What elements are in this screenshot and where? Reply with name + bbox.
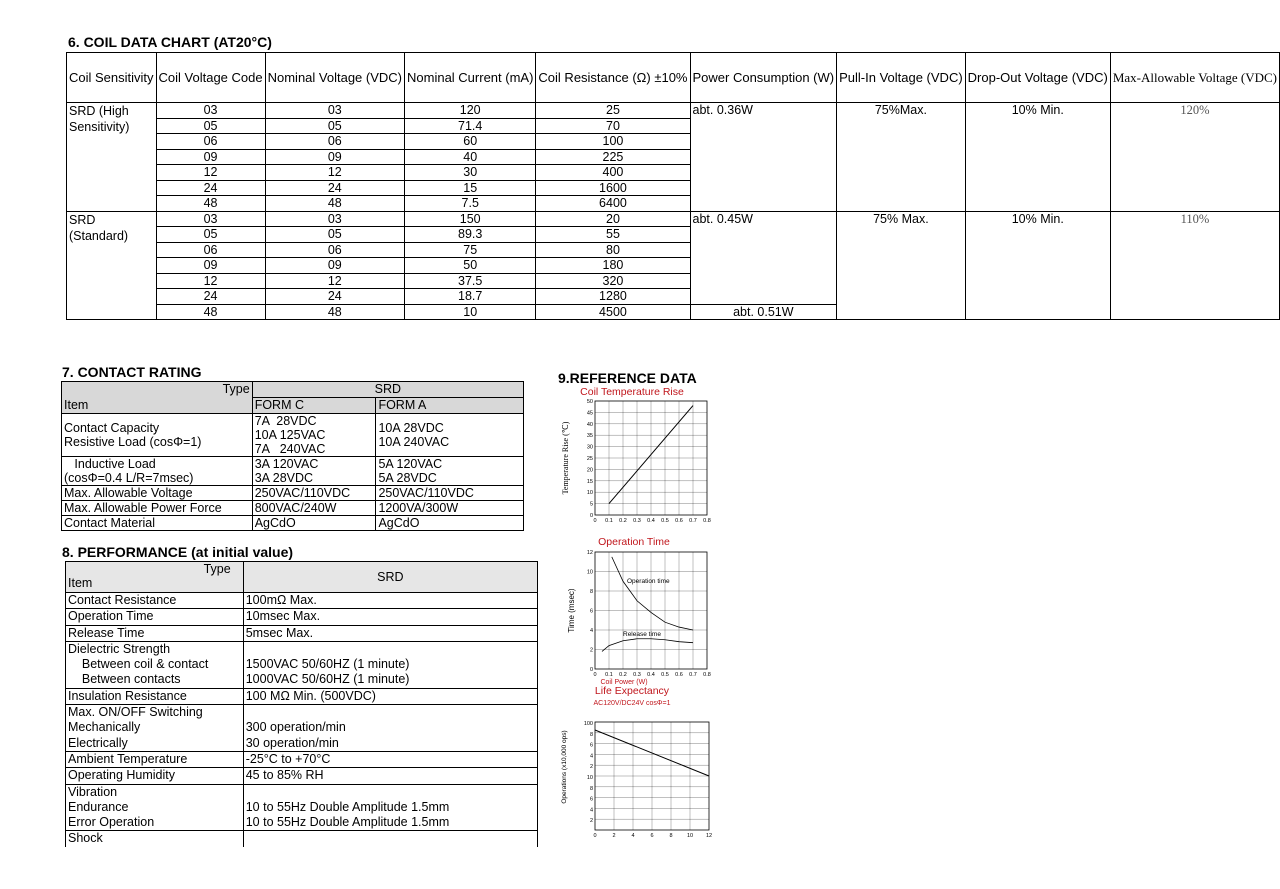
performance-value [243, 831, 537, 847]
performance-item-line: Between contacts [68, 672, 181, 687]
coil-cell: 80 [536, 242, 690, 258]
operation-chart-x-tick-label: 0 [593, 672, 597, 678]
performance-item-line: Vibration [68, 784, 118, 799]
temp-chart-x-tick-label: 0.4 [647, 518, 655, 524]
temp-chart-y-tick-label: 35 [586, 433, 593, 440]
operation-chart-y-tick-label: 4 [589, 628, 593, 634]
contact-item [62, 501, 253, 516]
coil-cell: 6400 [536, 196, 690, 212]
performance-type-item-cell [66, 562, 244, 593]
temp-chart-x-tick-label: 0.7 [689, 518, 697, 524]
life-chart-y-tick-label: 2 [589, 764, 593, 771]
coil-header-pullin [837, 53, 966, 103]
coil-power-consumption: abt. 0.36W [690, 103, 837, 212]
coil-header-resistance [536, 53, 690, 103]
contact-form-a-value-line: 250VAC/110VDC [378, 486, 474, 500]
temp-chart-y-tick-label: 15 [586, 478, 593, 485]
coil-cell: 18.7 [405, 289, 536, 305]
coil-cell: 40 [405, 149, 536, 165]
coil-cell: 50 [405, 258, 536, 274]
coil-header-text: Coil Voltage Code [158, 70, 263, 85]
performance-item-line: Mechanically [68, 720, 141, 735]
coil-dropout: 10% Min. [965, 103, 1110, 212]
operation-chart-x-tick-label: 0.2 [619, 672, 627, 678]
performance-value-line: 5msec Max. [245, 625, 314, 640]
performance-item-line: Max. ON/OFF Switching [68, 705, 203, 720]
performance-item-line: Endurance [68, 799, 129, 814]
contact-srd-header: SRD [252, 382, 523, 398]
contact-form-c-value-line: 3A 120VAC [254, 457, 319, 471]
operation-chart-y-tick-label: 6 [589, 608, 593, 615]
reference-charts [552, 384, 717, 844]
contact-form-c-value-line: 800VAC/240W [254, 501, 337, 515]
operation-chart-y-tick-label: 10 [586, 569, 593, 576]
operation-chart-x-label: Coil Power (W) [600, 679, 648, 686]
contact-form-a-value [376, 486, 524, 501]
coil-cell: 05 [156, 227, 265, 243]
performance-item [66, 688, 244, 704]
performance-item [66, 831, 244, 847]
temp-chart-y-tick-label: 20 [586, 467, 593, 474]
contact-item-line: Max. Allowable Voltage [64, 486, 193, 500]
operation-chart-x-tick-label: 0.8 [703, 672, 711, 678]
performance-row [66, 593, 538, 609]
coil-cell: 12 [265, 273, 404, 289]
coil-cell: 89.3 [405, 227, 536, 243]
performance-item-line: Operating Humidity [68, 768, 175, 783]
performance-item [66, 593, 244, 609]
reference-data-title: 9.REFERENCE DATA [558, 370, 697, 386]
life-chart-x-tick-label: 12 [705, 833, 713, 839]
coil-header-text: Power Consumption (W) [692, 70, 835, 85]
performance-item-line: Operation Time [68, 609, 154, 624]
coil-pullin: 75% Max. [837, 211, 966, 320]
contact-form-a-value-line: 5A 28VDC [378, 471, 437, 485]
contact-form-c-value [252, 414, 376, 457]
coil-cell: 06 [265, 242, 404, 258]
coil-cell: 225 [536, 149, 690, 165]
performance-value [243, 705, 537, 752]
coil-chart-title: 6. COIL DATA CHART (AT20°C) [68, 34, 272, 50]
coil-cell: 06 [265, 134, 404, 150]
operation-chart-y-tick-label: 8 [589, 589, 593, 595]
operation-time-curve [612, 557, 693, 630]
performance-item [66, 784, 244, 831]
operation-chart-x-tick-label: 0.5 [661, 672, 669, 678]
temp-chart-y-tick-label: 50 [586, 399, 593, 405]
performance-item-line: Error Operation [68, 815, 155, 830]
coil-max-voltage: 110% [1110, 211, 1279, 320]
coil-cell: 37.5 [405, 273, 536, 289]
performance-title: 8. PERFORMANCE (at initial value) [62, 544, 294, 560]
contact-row [62, 414, 524, 457]
life-chart-x-tick-label: 2 [612, 833, 616, 839]
life-chart-subtitle: AC120V/DC24V cosΦ=1 [593, 700, 671, 707]
coil-cell: 20 [536, 211, 690, 227]
coil-max-voltage: 120% [1110, 103, 1279, 212]
performance-item-line: Contact Resistance [68, 593, 177, 607]
operation-chart-y-label: Time (msec) [567, 588, 576, 633]
operation-chart-y-tick-label: 12 [586, 550, 593, 556]
coil-cell: 25 [536, 103, 690, 119]
coil-power-consumption: abt. 0.45W [690, 211, 837, 304]
life-chart-y-tick-label: 6 [589, 742, 593, 749]
performance-value-line: 45 to 85% RH [245, 768, 324, 783]
performance-table [65, 561, 538, 847]
coil-cell: 09 [156, 258, 265, 274]
performance-item-label: Item [68, 576, 93, 590]
contact-form-c-value [252, 486, 376, 501]
performance-row [66, 751, 538, 767]
temp-chart-y-tick-label: 40 [586, 421, 593, 428]
life-chart-y-tick-label: 2 [589, 818, 593, 825]
release-curve-label: Release time [623, 631, 661, 638]
coil-cell: 24 [156, 180, 265, 196]
temp-chart-x-tick-label: 0.6 [675, 518, 683, 524]
coil-header-dropout [965, 53, 1110, 103]
coil-cell: 60 [405, 134, 536, 150]
coil-cell: 05 [265, 118, 404, 134]
performance-value [243, 784, 537, 831]
life-chart-y-tick-label: 100 [583, 721, 593, 727]
contact-row [62, 516, 524, 531]
performance-type-label: Type [203, 562, 231, 576]
contact-form-c-value-line: 7A 28VDC [254, 414, 317, 428]
life-chart-x-tick-label: 4 [631, 833, 635, 839]
coil-cell: 180 [536, 258, 690, 274]
performance-value [243, 768, 537, 784]
contact-item-line: Inductive Load [64, 457, 156, 471]
coil-cell: 09 [156, 149, 265, 165]
performance-row [66, 831, 538, 847]
coil-sensitivity-label: SRD (Standard) [67, 211, 157, 320]
contact-form-c-value-line: 3A 28VDC [254, 471, 314, 485]
life-chart-y-tick-label: 4 [589, 753, 593, 760]
performance-value-line: 10 to 55Hz Double Amplitude 1.5mm [245, 815, 450, 830]
contact-form-c-value-line: 7A 240VAC [254, 442, 326, 456]
contact-item [62, 414, 253, 457]
operation-curve-label: Operation time [627, 578, 670, 585]
coil-cell: 320 [536, 273, 690, 289]
contact-item-line: (cosΦ=0.4 L/R=7msec) [64, 471, 194, 485]
performance-value-line [246, 785, 535, 800]
life-chart-x-tick-label: 10 [686, 833, 694, 839]
performance-value-line [246, 642, 535, 657]
performance-value-line: 1500VAC 50/60HZ (1 minute) [245, 657, 410, 672]
coil-cell: 150 [405, 211, 536, 227]
coil-row [67, 211, 1280, 227]
performance-value-line: 10 to 55Hz Double Amplitude 1.5mm [245, 799, 450, 814]
coil-power-consumption-48: abt. 0.51W [690, 304, 837, 320]
coil-cell: 03 [156, 211, 265, 227]
performance-row [66, 609, 538, 625]
coil-cell: 05 [156, 118, 265, 134]
performance-item [66, 705, 244, 752]
contact-form-a-value-line: 10A 28VDC [378, 421, 444, 435]
performance-value-line: 300 operation/min [245, 720, 346, 735]
coil-header-text: Pull-In Voltage (VDC) [839, 70, 963, 85]
contact-form-c-value [252, 457, 376, 486]
operation-chart-y-tick-label: 0 [589, 667, 593, 673]
performance-value [243, 641, 537, 688]
coil-cell: 48 [156, 196, 265, 212]
contact-form-a-value [376, 414, 524, 457]
coil-header-sensitivity [67, 53, 157, 103]
coil-header-nominal-voltage [265, 53, 404, 103]
coil-header-text: Drop-Out Voltage (VDC) [967, 70, 1108, 85]
performance-item [66, 751, 244, 767]
coil-cell: 03 [265, 103, 404, 119]
temp-chart-y-tick-label: 10 [586, 490, 593, 497]
contact-form-c-value [252, 501, 376, 516]
coil-cell: 12 [156, 273, 265, 289]
coil-cell: 09 [265, 149, 404, 165]
coil-cell: 09 [265, 258, 404, 274]
coil-cell: 1280 [536, 289, 690, 305]
performance-value-line [246, 705, 535, 720]
operation-chart-title: Operation Time [598, 536, 670, 548]
temp-chart-x-tick-label: 0.3 [633, 518, 641, 524]
contact-form-a-value-line: AgCdO [378, 516, 420, 530]
coil-cell: 400 [536, 165, 690, 181]
performance-value [243, 593, 537, 609]
performance-item-line: Release Time [68, 625, 145, 640]
contact-item-line: Resistive Load (cosΦ=1) [64, 435, 202, 449]
coil-cell: 06 [156, 134, 265, 150]
operation-chart-x-tick-label: 0.1 [605, 672, 613, 678]
coil-cell: 24 [265, 289, 404, 305]
temp-chart-x-tick-label: 0.1 [605, 518, 613, 524]
coil-cell: 1600 [536, 180, 690, 196]
coil-sensitivity-label: SRD (High Sensitivity) [67, 103, 157, 212]
contact-form-c: FORM C [252, 398, 376, 414]
performance-value-line: 100mΩ Max. [245, 593, 317, 607]
contact-form-a-value-line: 10A 240VAC [378, 435, 450, 449]
contact-form-c-value [252, 516, 376, 531]
life-chart-y-tick-label: 8 [589, 785, 593, 792]
performance-item-line: Ambient Temperature [68, 751, 188, 766]
contact-item-line: Contact Capacity [64, 421, 160, 435]
performance-value [243, 625, 537, 641]
contact-row [62, 501, 524, 516]
performance-value-line: 30 operation/min [245, 735, 339, 750]
coil-cell: 15 [405, 180, 536, 196]
temp-chart-x-tick-label: 0.8 [703, 518, 711, 524]
coil-dropout: 10% Min. [965, 211, 1110, 320]
temp-chart-x-tick-label: 0.5 [661, 518, 669, 524]
coil-cell: 7.5 [405, 196, 536, 212]
coil-header-code [156, 53, 265, 103]
performance-item-line: Dielectric Strength [68, 641, 171, 656]
life-chart-y-label: Operations (x10,000 ops) [561, 730, 568, 804]
coil-cell: 71.4 [405, 118, 536, 134]
temp-chart-y-tick-label: 25 [586, 456, 593, 462]
performance-value-line: 1000VAC 50/60HZ (1 minute) [245, 672, 410, 687]
performance-value [243, 751, 537, 767]
temp-chart-title: Coil Temperature Rise [580, 386, 684, 398]
temp-chart-y-tick-label: 30 [586, 444, 593, 451]
performance-item [66, 768, 244, 784]
performance-value-line [246, 831, 535, 846]
coil-header-power [690, 53, 837, 103]
coil-cell: 30 [405, 165, 536, 181]
performance-value-line: 100 MΩ Min. (500VDC) [245, 688, 376, 703]
contact-type-label: Type [62, 382, 253, 398]
coil-cell: 12 [265, 165, 404, 181]
life-chart-title: Life Expectancy [594, 685, 670, 697]
contact-item [62, 516, 253, 531]
operation-chart-y-tick-label: 2 [589, 647, 593, 654]
coil-cell: 55 [536, 227, 690, 243]
coil-cell: 75 [405, 242, 536, 258]
contact-form-a-value [376, 457, 524, 486]
coil-data-table [66, 52, 1280, 320]
coil-cell: 06 [156, 242, 265, 258]
contact-form-a-value [376, 516, 524, 531]
life-chart-x-tick-label: 8 [669, 833, 673, 839]
contact-item-line: Contact Material [64, 516, 156, 530]
coil-pullin: 75%Max. [837, 103, 966, 212]
life-chart-y-tick-label: 4 [589, 807, 593, 814]
performance-row [66, 705, 538, 752]
coil-header-text: Nominal Voltage (VDC) [267, 70, 402, 85]
coil-cell: 48 [156, 304, 265, 320]
performance-value [243, 609, 537, 625]
coil-header-text: Coil Sensitivity [69, 70, 154, 85]
contact-item [62, 457, 253, 486]
performance-row [66, 641, 538, 688]
temp-chart-x-tick-label: 0.2 [619, 518, 627, 524]
coil-cell: 03 [156, 103, 265, 119]
contact-rating-title: 7. CONTACT RATING [62, 364, 202, 380]
operation-chart-x-tick-label: 0.6 [675, 672, 683, 678]
performance-row [66, 784, 538, 831]
contact-form-a-value-line: 1200VA/300W [378, 501, 459, 515]
coil-cell: 10 [405, 304, 536, 320]
contact-item-label: Item [62, 398, 253, 414]
performance-item-line: Shock [68, 831, 103, 846]
coil-cell: 24 [265, 180, 404, 196]
coil-cell: 05 [265, 227, 404, 243]
temp-chart-y-label: Temperature Rise (℃) [561, 421, 570, 495]
performance-srd-header: SRD [243, 562, 537, 593]
performance-item-line: Between coil & contact [68, 657, 209, 672]
performance-value [243, 688, 537, 704]
performance-value-line: 10msec Max. [245, 609, 321, 624]
life-chart-x-tick-label: 6 [650, 833, 654, 839]
performance-item [66, 641, 244, 688]
life-chart-y-tick-label: 6 [589, 796, 593, 803]
coil-header-nominal-current [405, 53, 536, 103]
performance-item-line: Electrically [68, 735, 128, 750]
coil-header-max-voltage [1110, 53, 1279, 103]
operation-chart-x-tick-label: 0.3 [633, 672, 641, 678]
contact-form-a-value-line: 5A 120VAC [378, 457, 443, 471]
coil-cell: 03 [265, 211, 404, 227]
operation-chart-x-tick-label: 0.7 [689, 672, 697, 678]
contact-rating-table [61, 381, 524, 531]
contact-row [62, 486, 524, 501]
temp-chart-y-tick-label: 45 [586, 410, 593, 417]
contact-item [62, 486, 253, 501]
performance-item [66, 609, 244, 625]
life-chart-x-tick-label: 0 [593, 833, 597, 839]
performance-item [66, 625, 244, 641]
performance-row [66, 625, 538, 641]
coil-row [67, 103, 1280, 119]
contact-form-a-value [376, 501, 524, 516]
life-chart-y-tick-label: 10 [586, 775, 593, 781]
coil-cell: 24 [156, 289, 265, 305]
contact-item-line: Max. Allowable Power Force [64, 501, 222, 515]
coil-cell: 70 [536, 118, 690, 134]
operation-chart-x-tick-label: 0.4 [647, 672, 655, 678]
coil-cell: 48 [265, 304, 404, 320]
coil-header-text: Max-Allowable Voltage (VDC) [1112, 70, 1278, 85]
contact-form-c-value-line: 10A 125VAC [254, 428, 326, 442]
contact-form-c-value-line: 250VAC/110VDC [254, 486, 351, 500]
coil-cell: 100 [536, 134, 690, 150]
coil-cell: 48 [265, 196, 404, 212]
contact-row [62, 457, 524, 486]
coil-cell: 120 [405, 103, 536, 119]
temp-chart-y-tick-label: 5 [589, 501, 593, 508]
life-chart-y-tick-label: 8 [589, 731, 593, 738]
performance-item-line: Insulation Resistance [68, 688, 187, 703]
contact-form-a: FORM A [376, 398, 524, 414]
coil-cell: 12 [156, 165, 265, 181]
temp-chart-x-tick-label: 0 [593, 518, 597, 524]
performance-value-line: -25°C to +70°C [245, 751, 331, 766]
contact-form-c-value-line: AgCdO [254, 516, 296, 530]
temp-chart-y-tick-label: 0 [589, 513, 593, 519]
coil-header-text: Nominal Current (mA) [407, 70, 534, 85]
performance-row [66, 768, 538, 784]
coil-cell: 4500 [536, 304, 690, 320]
performance-row [66, 688, 538, 704]
coil-header-text: Coil Resistance (Ω) ±10% [538, 70, 688, 85]
